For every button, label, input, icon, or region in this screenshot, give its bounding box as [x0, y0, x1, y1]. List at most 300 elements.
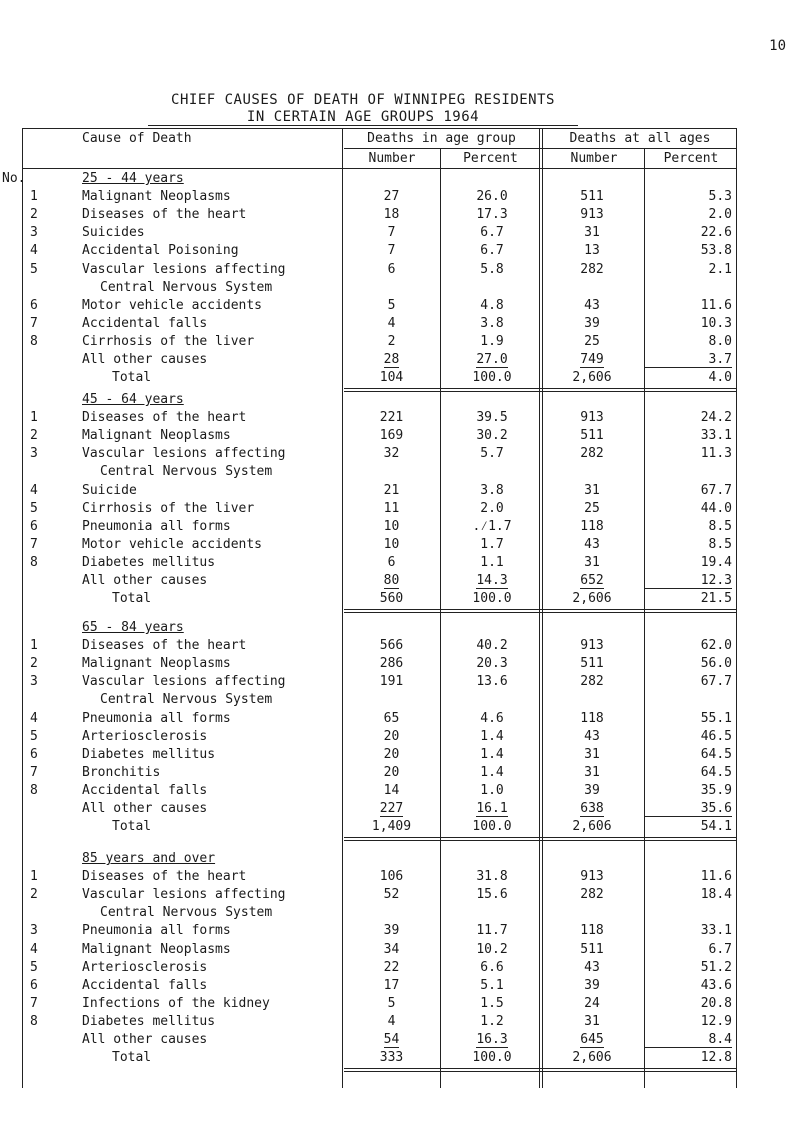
age-group-number-value: 34	[383, 941, 400, 957]
row-number: 7	[30, 536, 38, 552]
all-ages-percent: 55.1	[700, 710, 732, 726]
age-group-number-value: 14	[383, 782, 400, 798]
total-row	[22, 1050, 737, 1068]
row-number: 7	[30, 315, 38, 331]
table-row	[22, 573, 737, 591]
row-number: 1	[30, 189, 38, 205]
age-group-percent	[442, 765, 542, 780]
row-number: 3	[30, 225, 38, 241]
age-group-number-value: 7	[387, 243, 396, 259]
table-row	[22, 923, 737, 941]
table-row-continuation	[22, 464, 737, 482]
age-group-number	[344, 207, 439, 222]
row-number: 2	[30, 207, 38, 223]
table-row	[22, 555, 737, 573]
age-group-number-value: 65	[383, 710, 400, 726]
cause-name: Suicides	[82, 225, 145, 241]
table-row-continuation	[22, 280, 737, 298]
age-group-percent-value: 1.4	[480, 728, 504, 744]
age-group-number-value: 20	[383, 764, 400, 780]
header-percent-all: Percent	[663, 151, 719, 166]
table-row	[22, 747, 737, 765]
all-ages-number-value: 511	[580, 656, 604, 672]
all-ages-number-value: 282	[580, 674, 604, 690]
age-group-number	[344, 711, 439, 726]
section-heading: 65 - 84 years	[82, 620, 184, 635]
age-group-number	[344, 765, 439, 780]
all-ages-number	[542, 334, 642, 349]
age-group-number-value: 6	[387, 261, 396, 277]
all-ages-percent: 2.0	[708, 207, 732, 223]
age-group-number	[344, 1032, 439, 1047]
all-ages-percent: 8.5	[708, 518, 732, 534]
age-group-percent-value: 1.4	[480, 746, 504, 762]
all-ages-number-value: 43	[584, 536, 600, 552]
all-ages-percent: 67.7	[700, 482, 732, 498]
section-heading: 25 - 44 years	[82, 171, 184, 186]
age-group-number	[344, 189, 439, 204]
age-group-percent-value: 20.3	[476, 656, 508, 672]
age-group-percent	[442, 1032, 542, 1047]
row-number: 7	[30, 995, 38, 1011]
section-heading: 85 years and over	[82, 851, 216, 866]
total-number: 104	[379, 370, 404, 386]
age-group-number	[344, 978, 439, 993]
all-ages-number	[542, 316, 642, 331]
all-ages-number	[542, 298, 642, 313]
cause-name: Arteriosclerosis	[82, 959, 208, 975]
all-ages-number	[542, 996, 642, 1011]
header-number-all: Number	[570, 151, 618, 166]
all-ages-percent: 33.1	[700, 923, 732, 939]
age-group-percent-value: 10.2	[476, 941, 508, 957]
all-ages-number	[542, 207, 642, 222]
age-group-number	[344, 428, 439, 443]
age-group-percent-value: 3.8	[480, 315, 504, 331]
section-heading: 45 - 64 years	[82, 392, 184, 407]
all-ages-number-value: 39	[584, 315, 600, 331]
age-group-percent	[442, 410, 542, 425]
all-ages-number-value: 31	[584, 482, 600, 498]
table-row	[22, 501, 737, 519]
cause-name-continued: Central Nervous System	[100, 279, 273, 295]
table-row	[22, 243, 737, 261]
age-group-percent-value: 6.6	[480, 959, 504, 975]
total-label: Total	[112, 370, 152, 386]
age-group-percent-value: 5.8	[480, 261, 504, 277]
all-ages-number	[542, 428, 642, 443]
all-ages-number	[542, 555, 642, 570]
age-group-number-value: 4	[387, 315, 396, 331]
age-group-number	[344, 555, 439, 570]
age-group-percent-value: 31.8	[476, 869, 508, 885]
age-group-percent	[442, 960, 542, 975]
age-group-number	[344, 942, 439, 957]
all-ages-number-value: 913	[580, 638, 604, 654]
cause-name: Vascular lesions affecting	[82, 674, 286, 690]
all-ages-number-value: 282	[580, 887, 604, 903]
all-ages-number-value: 282	[580, 446, 604, 462]
age-group-number-value: 17	[383, 977, 400, 993]
cause-name: Cirrhosis of the liver	[82, 500, 255, 516]
total-number: 560	[379, 591, 404, 607]
page-subtitle: IN CERTAIN AGE GROUPS 1964	[148, 109, 578, 126]
all-ages-percent: 11.6	[700, 869, 732, 885]
all-ages-number-value: 511	[580, 428, 604, 444]
age-group-percent-value: 1.9	[480, 333, 504, 349]
age-group-number	[344, 729, 439, 744]
row-number: 1	[30, 410, 38, 426]
total-rule	[344, 837, 736, 838]
age-group-percent-value: .⁄1.7	[472, 518, 512, 534]
cause-name: All other causes	[82, 1032, 208, 1047]
age-group-number	[344, 801, 439, 816]
age-group-number-value: 22	[383, 959, 400, 975]
row-number: 8	[30, 782, 38, 798]
age-group-percent-value: 3.8	[480, 482, 504, 498]
all-ages-number-value: 749	[580, 352, 604, 367]
all-ages-percent: 6.7	[708, 941, 732, 957]
total-all-ages-percent: 54.1	[700, 819, 732, 835]
age-group-percent	[442, 747, 542, 762]
age-group-number-value: 39	[383, 923, 400, 939]
age-group-number	[344, 316, 439, 331]
table-row	[22, 887, 737, 905]
total-row	[22, 819, 737, 837]
table-row	[22, 674, 737, 692]
all-ages-number	[542, 519, 642, 534]
cause-name: Malignant Neoplasms	[82, 941, 231, 957]
age-group-percent	[442, 783, 542, 798]
total-all-ages-percent: 21.5	[700, 591, 732, 607]
row-number: 1	[30, 638, 38, 654]
cause-name: Diseases of the heart	[82, 869, 247, 885]
total-rule-double	[344, 391, 736, 392]
all-ages-percent: 51.2	[700, 959, 732, 975]
age-group-number-value: 52	[383, 887, 400, 903]
age-group-number	[344, 298, 439, 313]
table-row	[22, 537, 737, 555]
all-ages-number-value: 511	[580, 189, 604, 205]
table-row	[22, 428, 737, 446]
cause-name: Malignant Neoplasms	[82, 656, 231, 672]
all-ages-percent: 35.9	[700, 782, 732, 798]
all-ages-number-value: 31	[584, 1013, 600, 1029]
header-age-group: Deaths in age group	[367, 131, 516, 146]
age-group-percent-value: 17.3	[476, 207, 508, 223]
all-ages-number-value: 31	[584, 225, 600, 241]
all-ages-number	[542, 765, 642, 780]
age-group-number	[344, 674, 439, 689]
age-group-percent	[442, 1014, 542, 1029]
age-group-number-value: 20	[383, 746, 400, 762]
age-group-number-value: 5	[387, 297, 396, 313]
table-row	[22, 519, 737, 537]
all-ages-number-value: 39	[584, 977, 600, 993]
all-ages-percent: 10.3	[700, 315, 732, 331]
age-group-number	[344, 747, 439, 762]
all-ages-percent: 43.6	[700, 977, 732, 993]
all-ages-number	[542, 711, 642, 726]
table-row	[22, 1032, 737, 1050]
total-rule	[344, 609, 736, 610]
all-ages-percent: 24.2	[700, 410, 732, 426]
row-number: 3	[30, 446, 38, 462]
cause-name: Diseases of the heart	[82, 410, 247, 426]
all-ages-number-value: 31	[584, 554, 600, 570]
cause-name: Motor vehicle accidents	[82, 536, 263, 552]
table-row-continuation	[22, 905, 737, 923]
age-group-percent-value: 5.7	[480, 446, 504, 462]
cause-name: Malignant Neoplasms	[82, 189, 231, 205]
table-row	[22, 446, 737, 464]
all-ages-number	[542, 729, 642, 744]
age-group-percent	[442, 446, 542, 461]
age-group-percent	[442, 801, 542, 816]
all-ages-percent: 11.3	[700, 446, 732, 462]
header-cause: Cause of Death	[82, 131, 192, 146]
table-row	[22, 316, 737, 334]
all-ages-percent: 12.3	[644, 573, 732, 589]
age-group-number-value: 5	[387, 995, 396, 1011]
age-group-percent-value: 6.7	[480, 225, 504, 241]
header-number-age: Number	[368, 151, 416, 166]
age-group-number-value: 80	[383, 573, 400, 588]
table-row	[22, 298, 737, 316]
all-ages-percent: 46.5	[700, 728, 732, 744]
age-group-percent	[442, 483, 542, 498]
row-number: 4	[30, 710, 38, 726]
all-ages-number-value: 913	[580, 869, 604, 885]
all-ages-percent: 8.0	[708, 333, 732, 349]
cause-name: All other causes	[82, 573, 208, 588]
header-percent-age: Percent	[463, 151, 518, 166]
age-group-percent-value: 16.1	[476, 801, 508, 816]
death-causes-table	[2, 128, 737, 1088]
cause-name: Infections of the kidney	[82, 995, 270, 1011]
all-ages-percent: 35.6	[644, 801, 732, 817]
cause-name: Accidental Poisoning	[82, 243, 239, 259]
cause-name: Accidental falls	[82, 977, 208, 993]
age-group-number	[344, 225, 439, 240]
age-group-number-value: 169	[379, 428, 404, 444]
cause-name: All other causes	[82, 352, 208, 367]
all-ages-number-value: 43	[584, 728, 600, 744]
all-ages-number	[542, 978, 642, 993]
age-group-number-value: 11	[383, 500, 400, 516]
age-group-percent-value: 30.2	[476, 428, 508, 444]
table-row	[22, 801, 737, 819]
age-group-percent	[442, 262, 542, 277]
age-group-percent	[442, 573, 542, 588]
total-rule-double	[344, 1071, 736, 1072]
age-group-percent	[442, 729, 542, 744]
row-number: 1	[30, 869, 38, 885]
table-row	[22, 711, 737, 729]
age-group-percent	[442, 923, 542, 938]
all-ages-number	[542, 801, 642, 816]
age-group-percent	[442, 519, 542, 534]
table-row	[22, 783, 737, 801]
age-group-percent	[442, 638, 542, 653]
all-ages-percent: 5.3	[708, 189, 732, 205]
row-number: 5	[30, 959, 38, 975]
age-group-percent-value: 6.7	[480, 243, 504, 259]
age-group-number	[344, 638, 439, 653]
age-group-percent	[442, 352, 542, 367]
all-ages-number-value: 31	[584, 746, 600, 762]
age-group-number	[344, 243, 439, 258]
all-ages-percent: 3.7	[644, 352, 732, 368]
age-group-percent-value: 5.1	[480, 977, 504, 993]
cause-name: Motor vehicle accidents	[82, 297, 263, 313]
row-number: 3	[30, 923, 38, 939]
all-ages-percent: 8.5	[708, 536, 732, 552]
age-group-number-value: 6	[387, 554, 396, 570]
page-number: 10	[769, 38, 786, 54]
all-ages-number	[542, 887, 642, 902]
age-group-percent	[442, 887, 542, 902]
all-ages-percent: 64.5	[700, 746, 732, 762]
row-number: 6	[30, 518, 38, 534]
all-ages-percent: 56.0	[700, 656, 732, 672]
age-group-number	[344, 537, 439, 552]
age-group-number-value: 7	[387, 225, 396, 241]
table-row	[22, 189, 737, 207]
table-row	[22, 978, 737, 996]
age-group-percent-value: 4.8	[480, 297, 504, 313]
all-ages-number	[542, 942, 642, 957]
all-ages-number	[542, 656, 642, 671]
age-group-percent	[442, 711, 542, 726]
all-ages-percent: 64.5	[700, 764, 732, 780]
all-ages-number-value: 25	[584, 333, 600, 349]
all-ages-number-value: 282	[580, 261, 604, 277]
all-ages-number	[542, 573, 642, 588]
age-group-number-value: 10	[383, 518, 400, 534]
table-row	[22, 225, 737, 243]
all-ages-number	[542, 923, 642, 938]
all-ages-number	[542, 483, 642, 498]
table-row	[22, 656, 737, 674]
all-ages-number	[542, 674, 642, 689]
cause-name: Accidental falls	[82, 782, 208, 798]
age-group-percent	[442, 656, 542, 671]
age-group-number-value: 10	[383, 536, 400, 552]
total-all-ages-number: 2,606	[572, 591, 612, 607]
cause-name-continued: Central Nervous System	[100, 905, 273, 921]
all-ages-number-value: 31	[584, 764, 600, 780]
age-group-percent-value: 1.5	[480, 995, 504, 1011]
table-row	[22, 638, 737, 656]
total-all-ages-percent: 12.8	[700, 1050, 732, 1066]
table-row-continuation	[22, 692, 737, 710]
all-ages-number-value: 913	[580, 207, 604, 223]
age-group-number-value: 20	[383, 728, 400, 744]
row-number: 4	[30, 482, 38, 498]
all-ages-number	[542, 638, 642, 653]
total-row	[22, 370, 737, 388]
cause-name: Vascular lesions affecting	[82, 887, 286, 903]
age-group-percent	[442, 537, 542, 552]
cause-name: Vascular lesions affecting	[82, 446, 286, 462]
age-group-percent-value: 13.6	[476, 674, 508, 690]
cause-name: Pneumonia all forms	[82, 923, 231, 939]
row-number: 2	[30, 887, 38, 903]
age-group-number-value: 4	[387, 1013, 396, 1029]
cause-name: Bronchitis	[82, 764, 161, 780]
table-row	[22, 334, 737, 352]
table-row	[22, 1014, 737, 1032]
cause-name: Diseases of the heart	[82, 207, 247, 223]
age-group-percent-value: 1.0	[480, 782, 504, 798]
age-group-percent-value: 40.2	[476, 638, 508, 654]
all-ages-number-value: 43	[584, 959, 600, 975]
age-group-number-value: 27	[383, 189, 400, 205]
all-ages-number-value: 118	[580, 923, 604, 939]
age-group-percent	[442, 207, 542, 222]
age-group-percent-value: 16.3	[476, 1032, 508, 1047]
age-group-percent-value: 1.2	[480, 1013, 504, 1029]
all-ages-number	[542, 189, 642, 204]
table-row	[22, 483, 737, 501]
age-group-number	[344, 923, 439, 938]
all-ages-percent: 2.1	[708, 261, 732, 277]
all-ages-percent: 22.6	[700, 225, 732, 241]
all-ages-percent: 18.4	[700, 887, 732, 903]
all-ages-number-value: 24	[584, 995, 600, 1011]
all-ages-number	[542, 352, 642, 367]
total-percent: 100.0	[472, 819, 512, 835]
age-group-number	[344, 410, 439, 425]
table-row	[22, 765, 737, 783]
row-number: 8	[30, 1013, 38, 1029]
all-ages-number	[542, 747, 642, 762]
age-group-percent	[442, 674, 542, 689]
age-group-percent-value: 27.0	[476, 352, 508, 367]
age-group-number	[344, 1014, 439, 1029]
age-group-percent-value: 4.6	[480, 710, 504, 726]
total-percent: 100.0	[472, 591, 512, 607]
age-group-number	[344, 483, 439, 498]
age-group-percent-value: 1.7	[480, 536, 504, 552]
age-group-percent	[442, 501, 542, 516]
row-number: 6	[30, 297, 38, 313]
all-ages-number-value: 43	[584, 297, 600, 313]
table-row	[22, 942, 737, 960]
age-group-number	[344, 501, 439, 516]
age-group-number-value: 28	[383, 352, 400, 367]
all-ages-percent: 33.1	[700, 428, 732, 444]
age-group-percent-value: 39.5	[476, 410, 508, 426]
total-label: Total	[112, 819, 152, 835]
total-rule-double	[344, 840, 736, 841]
row-number: 2	[30, 656, 38, 672]
age-group-number	[344, 446, 439, 461]
all-ages-percent: 19.4	[700, 554, 732, 570]
age-group-percent	[442, 225, 542, 240]
total-percent: 100.0	[472, 1050, 512, 1066]
age-group-number-value: 221	[379, 410, 404, 426]
age-group-percent	[442, 942, 542, 957]
all-ages-percent: 53.8	[700, 243, 732, 259]
total-rule	[344, 1068, 736, 1069]
all-ages-number	[542, 869, 642, 884]
cause-name: Pneumonia all forms	[82, 518, 231, 534]
row-number: 2	[30, 428, 38, 444]
age-group-number	[344, 352, 439, 367]
table-row	[22, 410, 737, 428]
